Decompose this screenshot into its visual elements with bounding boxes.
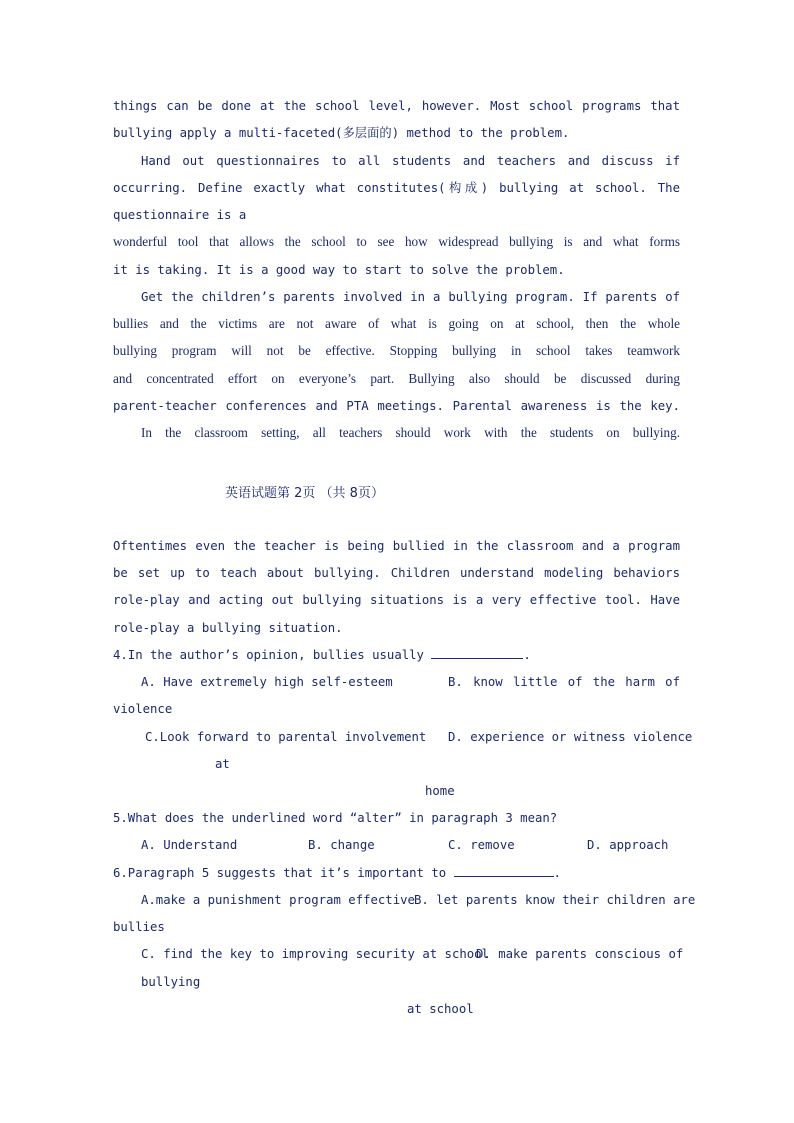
page-footer: 英语试题第 2页 （共 8页） [225,486,384,501]
passage-line: parent-teacher conferences and PTA meetings. Parental awareness is the key. [113,399,680,413]
option-c[interactable]: C.Look forward to parental involvement [145,730,427,744]
passage-line: Get the children’s parents involved in a bullying program. If parents of [141,290,680,304]
passage-line: wonderful tool that allows the school to see how widespread bullying is and what forms [113,234,680,249]
stem-end: . [523,648,531,662]
passage-line: bullying apply a multi-faceted(多层面的) method to the problem. [113,126,570,140]
passage-line: In the classroom setting, all teachers should work with the students on bullying. [141,425,680,440]
option-d-continued: at school [407,1002,474,1016]
passage-line: bullies and the victims are not aware of what is going on at school, then the whole [113,316,680,331]
option-d-continued: bullying [141,975,201,989]
question-stem-text: 6.Paragraph 5 suggests that it’s important to [113,866,447,880]
passage-line: role-play and acting out bullying situations is a very effective tool. Have [113,593,680,607]
option-a[interactable]: A. Have extremely high self-esteem [141,675,393,689]
passage-line: it is taking. It is a good way to start to solve the problem. [113,263,565,277]
question-5-stem: 5.What does the underlined word “alter” in paragraph 3 mean? [113,811,558,825]
option-b-continued: bullies [113,920,165,934]
option-b-continued: violence [113,702,173,716]
question-stem-text: 4.In the author’s opinion, bullies usually [113,648,424,662]
question-6-stem [113,863,680,883]
passage-line: things can be done at the school level, however. Most school programs that [113,99,680,113]
option-d[interactable]: D. approach [587,838,669,852]
option-c[interactable]: C. find the key to improving security at school [141,947,489,961]
passage-line: and concentrated effort on everyone’s part. Bullying also should be discussed during [113,371,680,386]
option-d-continued: home [425,784,455,798]
passage-line: role-play a bullying situation. [113,621,343,635]
option-b[interactable]: B. know little of the harm of [448,675,680,689]
option-d[interactable]: D. make parents conscious of [476,947,684,961]
answer-blank[interactable] [454,864,554,877]
question-4-stem [113,645,680,665]
passage-line: be set up to teach about bullying. Children understand modeling behaviors [113,566,680,580]
option-c[interactable]: C. remove [448,838,515,852]
passage-line: Oftentimes even the teacher is being bullied in the classroom and a program [113,539,680,553]
answer-blank[interactable] [431,646,523,659]
passage-line: questionnaire is a [113,208,247,222]
option-c-continued: at [215,757,230,771]
passage-line: occurring. Define exactly what constitutes(构成) bullying at school. The [113,181,680,195]
passage-line: Hand out questionnaires to all students and teachers and discuss if [141,154,680,168]
passage-line: bullying program will not be effective. Stopping bullying in school takes teamwork [113,343,680,358]
option-a[interactable]: A.make a punishment program effective [141,893,415,907]
option-b[interactable]: B. change [308,838,375,852]
option-b[interactable]: B. let parents know their children are [414,893,696,907]
option-d[interactable]: D. experience or witness violence [448,730,693,744]
stem-end: . [553,866,561,880]
option-a[interactable]: A. Understand [141,838,238,852]
